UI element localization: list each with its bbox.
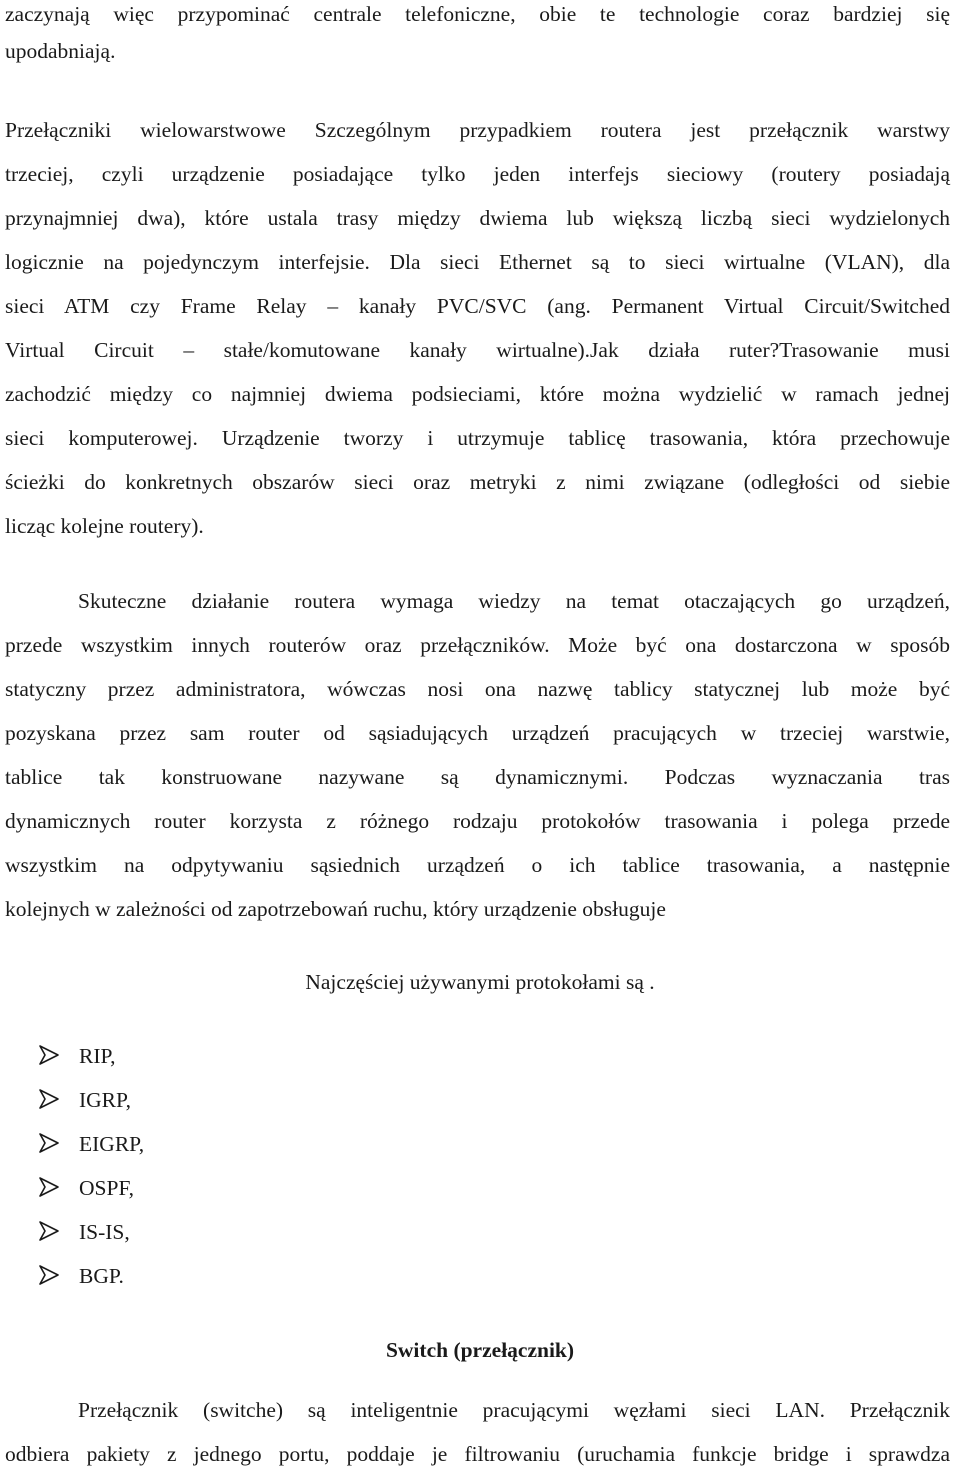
paragraph-4-line-2: odbiera pakiety z jednego portu, poddaje je filtrowaniu (uruchamia funkcje bridge i sprawdza: [5, 1442, 950, 1466]
list-item-label: RIP,: [79, 1044, 116, 1068]
list-item-label: BGP.: [79, 1264, 124, 1288]
list-item-label: OSPF,: [79, 1176, 135, 1200]
paragraph-2-line-7: zachodzić między co najmniej dwiema podsieciami, które można wydzielić w ramach jednej: [5, 382, 950, 406]
arrowhead-bullet-icon: [38, 1132, 60, 1154]
list-item-label: IGRP,: [79, 1088, 131, 1112]
list-item: [38, 1174, 134, 1202]
paragraph-2-line-10: licząc kolejne routery).: [5, 514, 204, 538]
paragraph-2-line-1: Przełączniki wielowarstwowe Szczególnym przypadkiem routera jest przełącznik warstwy: [5, 118, 950, 142]
paragraph-3-line-6: dynamicznych router korzysta z różnego rodzaju protokołów trasowania i polega przede: [5, 809, 950, 833]
list-item: [38, 1218, 130, 1246]
list-item: [38, 1042, 115, 1070]
paragraph-1-line-1: zaczynają więc przypominać centrale telefoniczne, obie te technologie coraz bardziej się: [5, 2, 950, 26]
paragraph-3-line-3: statyczny przez administratora, wówczas nosi ona nazwę tablicy statycznej lub może być: [5, 677, 950, 701]
paragraph-2-line-5: sieci ATM czy Frame Relay – kanały PVC/SVC (ang. Permanent Virtual Circuit/Switched: [5, 294, 950, 318]
paragraph-2-line-8: sieci komputerowej. Urządzenie tworzy i utrzymuje tablicę trasowania, która przechowuje: [5, 426, 950, 450]
arrowhead-bullet-icon: [38, 1176, 60, 1198]
paragraph-3-line-4: pozyskana przez sam router od sąsiadujących urządzeń pracujących w trzeciej warstwie,: [5, 721, 950, 745]
arrowhead-bullet-icon: [38, 1264, 60, 1286]
list-item-label: IS-IS,: [79, 1220, 130, 1244]
protocols-intro: Najczęściej używanymi protokołami są .: [305, 970, 655, 994]
paragraph-4-line-1: Przełącznik (switche) są inteligentnie pracującymi węzłami sieci LAN. Przełącznik: [78, 1398, 950, 1422]
paragraph-2-line-4: logicznie na pojedynczym interfejsie. Dla sieci Ethernet są to sieci wirtualne (VLAN), dla: [5, 250, 950, 274]
paragraph-2-line-6: Virtual Circuit – stałe/komutowane kanały wirtualne).Jak działa ruter?Trasowanie musi: [5, 338, 950, 362]
arrowhead-bullet-icon: [38, 1088, 60, 1110]
list-item: [38, 1262, 124, 1290]
section-heading: Switch (przełącznik): [385, 1338, 575, 1362]
paragraph-1-line-2: upodabniają.: [5, 39, 116, 63]
paragraph-3-line-2: przede wszystkim innych routerów oraz przełączników. Może być ona dostarczona w sposób: [5, 633, 950, 657]
arrowhead-bullet-icon: [38, 1044, 60, 1066]
paragraph-3-line-7: wszystkim na odpytywaniu sąsiednich urządzeń o ich tablice trasowania, a następnie: [5, 853, 950, 877]
paragraph-3-line-1: Skuteczne działanie routera wymaga wiedzy na temat otaczających go urządzeń,: [78, 589, 950, 613]
list-item: [38, 1086, 131, 1114]
paragraph-2-line-2: trzeciej, czyli urządzenie posiadające tylko jeden interfejs sieciowy (routery posiadają: [5, 162, 950, 186]
paragraph-2-line-3: przynajmniej dwa), które ustala trasy między dwiema lub większą liczbą sieci wydzielonych: [5, 206, 950, 230]
paragraph-3-line-5: tablice tak konstruowane nazywane są dynamicznymi. Podczas wyznaczania tras: [5, 765, 950, 789]
list-item-label: EIGRP,: [79, 1132, 145, 1156]
list-item: [38, 1130, 144, 1158]
paragraph-3-line-8: kolejnych w zależności od zapotrzebowań ruchu, który urządzenie obsługuje: [5, 897, 666, 921]
arrowhead-bullet-icon: [38, 1220, 60, 1242]
paragraph-2-line-9: ścieżki do konkretnych obszarów sieci oraz metryki z nimi związane (odległości od siebie: [5, 470, 950, 494]
